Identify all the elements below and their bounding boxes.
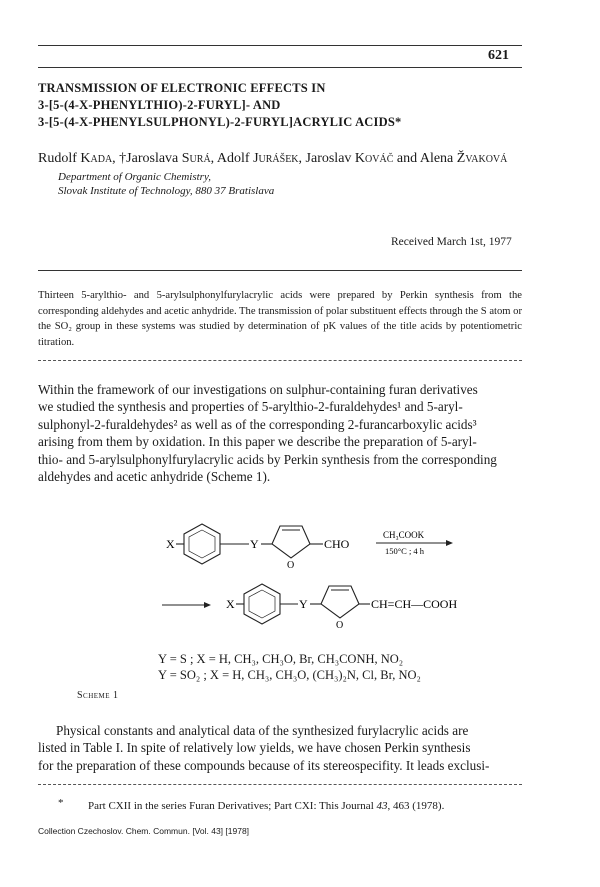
scheme-1-diagram [0, 500, 600, 645]
abstract-rule-bottom [38, 360, 522, 361]
substituent-x: X [226, 597, 235, 611]
arrow-head [446, 540, 453, 546]
header-rule-lower [38, 67, 522, 68]
scheme-label: Scheme 1 [77, 690, 119, 701]
author-list: Rudolf Kada, †Jaroslava Surá, Adolf Jurášek, Jaroslav Kováč and Alena Žvaková [38, 151, 508, 166]
affiliation: Department of Organic Chemistry, Slovak Institute of Technology, 880 37 Bratislava [58, 171, 275, 197]
abstract: Thirteen 5-arylthio- and 5-arylsulphonylfurylacrylic acids were prepared by Perkin synthesis from the corresponding aldehydes and acetic anhydride. The transmission of polar substituent effects through the S atom or the SO₂ group in these systems was studied by determination of pK values of the title acids by potentiometric titration. [38, 290, 522, 348]
furan-oxygen: O [287, 560, 295, 571]
substituent-x: X [166, 537, 175, 551]
footnote-mark: * [58, 797, 64, 809]
received-date: Received March 1st, 1977 [391, 236, 512, 248]
title-line: 3-[5-(4-X-PHENYLSULPHONYL)-2-FURYL]ACRYLIC ACIDS* [38, 115, 402, 129]
substituents-y-so2: Y = SO₂ ; X = H, CH₃, CH₃O, (CH₃)₂N, Cl, Br, NO₂ [158, 668, 421, 682]
furan-ring [272, 526, 310, 558]
article-title [38, 80, 538, 131]
title-line: 3-[5-(4-X-PHENYLTHIO)-2-FURYL]- AND [38, 98, 281, 112]
furan-oxygen: O [336, 620, 344, 631]
body-paragraph-1: Within the framework of our investigations on sulphur-containing furan derivatives we studied the synthesis and properties of 5-arylthio-2-furaldehydes¹ and 5-aryl- sulphonyl-2-furaldehydes² as well as of the corresponding 2-furancarboxylic acids³ arising from them by oxidation. In this paper we describe the preparation of 5-aryl- thio- and 5-arylsulphonylfurylacrylic acids by Perkin synthesis from the corresponding aldehydes and acetic anhydride (Scheme 1). [38, 382, 497, 485]
bridge-y: Y [299, 597, 308, 611]
title-line: TRANSMISSION OF ELECTRONIC EFFECTS IN [38, 81, 326, 95]
header-rule [38, 45, 522, 46]
acrylic-acid-chain: CH=CH—COOH [371, 597, 458, 611]
substituents-y-s: Y = S ; X = H, CH₃, CH₃O, Br, CH₃CONH, NO₂ [158, 652, 404, 666]
reagent-label: CH₃COOK [383, 530, 425, 540]
footnote-rule [38, 784, 522, 785]
author-surname: Surá [181, 151, 211, 166]
conditions-label: 150°C ; 4 h [385, 546, 425, 556]
author-surname: Žvaková [456, 151, 508, 166]
arrow-head [204, 602, 211, 608]
author-surname: Kada [80, 151, 113, 166]
footnote-text: Part CXII in the series Furan Derivatives; Part CXI: This Journal 43, 463 (1978). [88, 800, 445, 812]
author-surname: Kováč [354, 151, 394, 166]
aldehyde-group: CHO [324, 537, 350, 551]
bridge-y: Y [250, 537, 259, 551]
author-surname: Jurášek [253, 151, 299, 166]
abstract-rule-top [38, 270, 522, 271]
page-number: 621 [488, 48, 509, 63]
journal-footer: Collection Czechoslov. Chem. Commun. [Vol. 43] [1978] [38, 826, 250, 836]
furan-ring [321, 586, 359, 618]
body-paragraph-2: Physical constants and analytical data of the synthesized furylacrylic acids are listed in Table I. In spite of relatively low yields, we have chosen Perkin synthesis for the preparation of these compounds because of its stereospecifity. It leads exclusi- [38, 723, 490, 773]
